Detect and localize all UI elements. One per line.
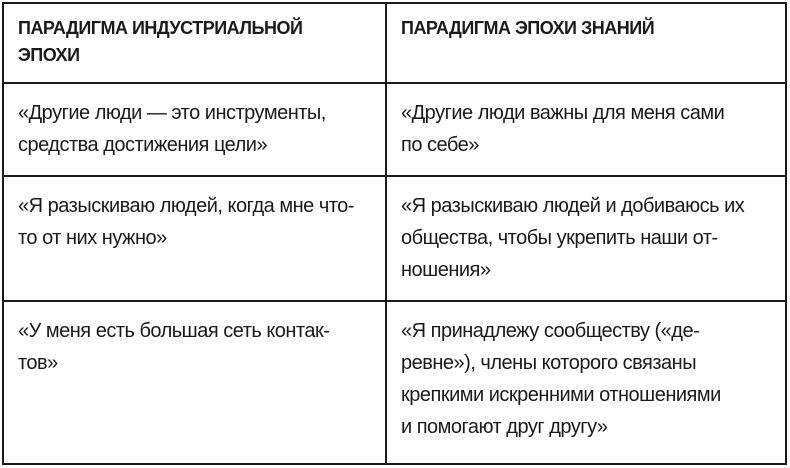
header-knowledge-era bbox=[387, 4, 785, 84]
header-industrial-era bbox=[4, 4, 387, 84]
row-3-knowledge-line-2: ревне»), члены которого связаны bbox=[401, 352, 697, 374]
row-2-knowledge-line-3: ношения» bbox=[401, 259, 491, 281]
row-1-industrial-line-1: «Другие люди — это инструменты, bbox=[18, 102, 326, 124]
row-2-knowledge-line-2: общества, чтобы укрепить наши от- bbox=[401, 227, 718, 249]
row-2-knowledge bbox=[387, 177, 785, 302]
row-2-industrial-line-1: «Я разыскиваю людей, когда мне что- bbox=[18, 195, 354, 217]
row-3-knowledge-line-3: крепкими искренними отношениями bbox=[401, 384, 721, 406]
header-knowledge-line-1: ПАРАДИГМА ЭПОХИ ЗНАНИЙ bbox=[401, 18, 655, 38]
row-3-industrial bbox=[4, 302, 387, 463]
row-1-knowledge-line-2: по себе» bbox=[401, 134, 479, 156]
row-2-industrial bbox=[4, 177, 387, 302]
row-1-knowledge bbox=[387, 84, 785, 177]
row-3-knowledge-line-1: «Я принадлежу сообществу («де- bbox=[401, 320, 700, 342]
header-industrial-line-1: ПАРАДИГМА ИНДУСТРИАЛЬНОЙ bbox=[18, 18, 303, 38]
row-2-industrial-line-2: то от них нужно» bbox=[18, 227, 167, 249]
row-3-knowledge bbox=[387, 302, 785, 463]
row-1-industrial-line-2: средства достижения цели» bbox=[18, 134, 268, 156]
row-2-knowledge-line-1: «Я разыскиваю людей и добиваюсь их bbox=[401, 195, 745, 217]
row-1-industrial bbox=[4, 84, 387, 177]
row-3-industrial-line-1: «У меня есть большая сеть контак- bbox=[18, 320, 330, 342]
paradigm-comparison-table bbox=[2, 2, 787, 465]
row-3-industrial-line-2: тов» bbox=[18, 352, 58, 374]
row-1-knowledge-line-1: «Другие люди важны для меня сами bbox=[401, 102, 725, 124]
row-3-knowledge-line-4: и помогают друг другу» bbox=[401, 416, 608, 438]
header-industrial-line-2: ЭПОХИ bbox=[18, 45, 80, 65]
